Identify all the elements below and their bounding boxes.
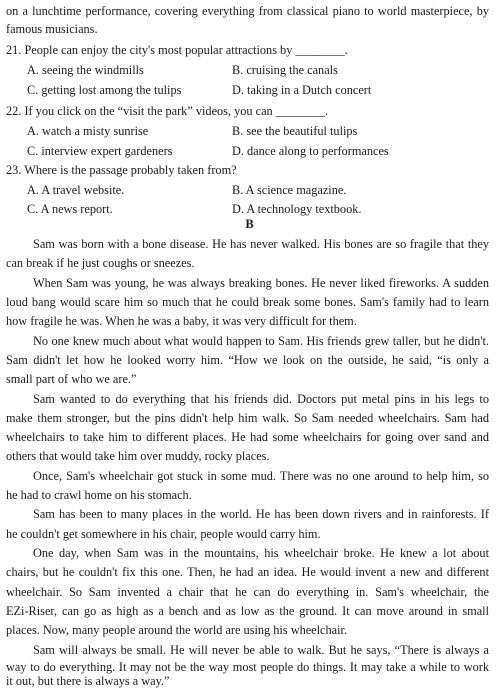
passage-line: wheelchairs to take him to different places. He had some wheelchairs for going over sand and [6,430,489,444]
passage-line: it out, but there is always a way.” [6,674,170,688]
q21-option-b: B. cruising the canals [232,63,338,77]
q23-option-a: A. A travel website. [27,183,125,197]
passage-line: No one knew much about what would happen to Sam. His friends grew taller, but he didn't. [33,334,489,348]
passage-line: Sam didn't let how he looked worry him. “How we look on the outside, he said, “is only a [6,353,489,367]
q23-option-c: C. A news report. [27,202,113,216]
passage-line: Sam was born with a bone disease. He has never walked. His bones are so fragile that they [33,237,489,251]
intro-line-1: on a lunchtime performance, covering everything from classical piano to world masterpiece, by [6,4,489,18]
passage-line: EZi-Riser, can go as high as a bench and as low as the ground. It can move around in small [6,604,489,618]
q22-option-b: B. see the beautiful tulips [232,124,358,138]
passage-line: he couldn't get somewhere in his chair, people would carry him. [6,527,321,541]
passage-line: wheelchair. So Sam invented a chair that he can do everything in. Sam's wheelchair, the [6,585,489,599]
passage-line: Once, Sam's wheelchair got stuck in some mud. There was no one around to help him, so [33,469,489,483]
passage-line: places. Now, many people around the world are using his wheelchair. [6,623,348,637]
q22-option-c: C. interview expert gardeners [27,144,173,158]
q22-option-d: D. dance along to performances [232,144,389,158]
q23-option-d: D. A technology textbook. [232,202,362,216]
passage-line: loud bang would scare him so much that he could break some bones. Sam's family had to learn [6,295,489,309]
question-23-stem: 23. Where is the passage probably taken from? [6,163,237,177]
passage-line: When Sam was young, he was always breaking bones. He never liked fireworks. A sudden [33,276,489,290]
passage-line: make them stronger, but the pins didn't help him walk. So Sam needed wheelchairs. Sam had [6,411,489,425]
passage-line: small part of who we are.” [6,372,137,386]
passage-line: way to do everything. It may not be the way most people do things. It may take a while to work [6,660,489,674]
section-label: B [245,217,254,231]
q23-option-b: B. A science magazine. [232,183,347,197]
passage-line: chairs, but he couldn't fix this one. Then, he had an idea. He would invent a new and different [6,565,489,579]
question-21-stem: 21. People can enjoy the city's most popular attractions by ________. [6,43,348,57]
passage-line: Sam will always be small. He will never be able to walk. But he says, “There is always a [33,643,489,657]
passage-line: he had to crawl home on his stomach. [6,488,192,502]
intro-line-2: famous musicians. [6,22,98,36]
passage-line: One day, when Sam was in the mountains, his wheelchair broke. He knew a lot about [33,546,489,560]
question-22-stem: 22. If you click on the “visit the park” videos, you can ________. [6,104,329,118]
passage-line: Sam has been to many places in the world. He has been down rivers and in rainforests. If [33,507,489,521]
q21-option-c: C. getting lost among the tulips [27,83,182,97]
passage-line: others that would take him over muddy, rocky places. [6,449,270,463]
q22-option-a: A. watch a misty sunrise [27,124,149,138]
passage-line: can break if he just coughs or sneezes. [6,256,195,270]
passage-line: how fragile he was. When he was a baby, it was very difficult for them. [6,314,357,328]
passage-line: Sam wanted to do everything that his friends did. Doctors put metal pins in his legs to [33,392,489,406]
q21-option-a: A. seeing the windmills [27,63,144,77]
q21-option-d: D. taking in a Dutch concert [232,83,372,97]
